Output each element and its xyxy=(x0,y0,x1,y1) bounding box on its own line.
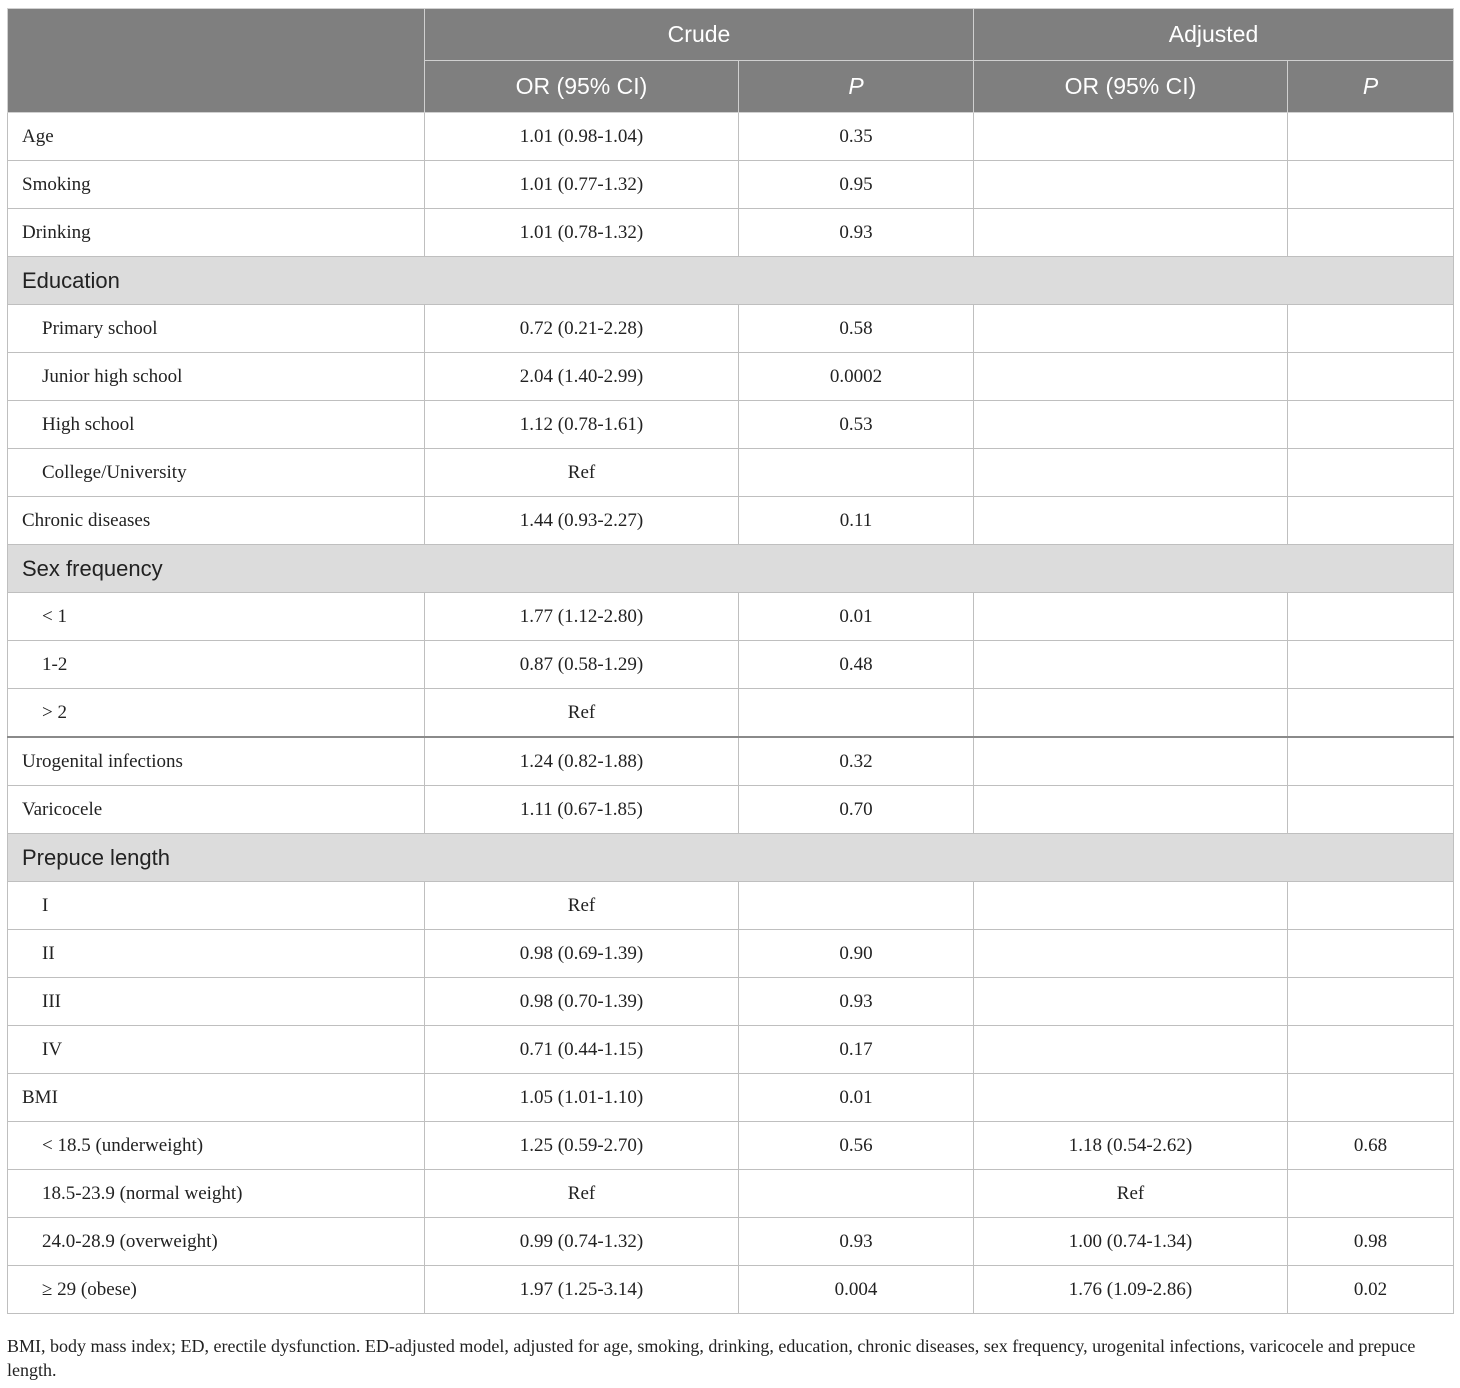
adjusted-p-cell xyxy=(1288,593,1454,641)
crude-p-cell xyxy=(739,1170,974,1218)
header-crude-p: P xyxy=(739,61,974,113)
crude-or-cell: Ref xyxy=(425,449,739,497)
section-label: Education xyxy=(8,257,1454,305)
adjusted-or-cell xyxy=(974,401,1288,449)
header-adjusted: Adjusted xyxy=(974,9,1454,61)
adjusted-or-cell xyxy=(974,1074,1288,1122)
adjusted-p-cell xyxy=(1288,305,1454,353)
row-label: IV xyxy=(8,1026,425,1074)
table-row xyxy=(8,641,1454,689)
adjusted-p-cell: 0.68 xyxy=(1288,1122,1454,1170)
row-label: < 1 xyxy=(8,593,425,641)
adjusted-p-cell xyxy=(1288,449,1454,497)
header-adjusted-or: OR (95% CI) xyxy=(974,61,1288,113)
table-row xyxy=(8,689,1454,738)
table-row xyxy=(8,401,1454,449)
row-label: Chronic diseases xyxy=(8,497,425,545)
adjusted-p-cell: 0.02 xyxy=(1288,1266,1454,1314)
crude-or-cell: 1.97 (1.25-3.14) xyxy=(425,1266,739,1314)
adjusted-p-cell xyxy=(1288,978,1454,1026)
crude-or-cell: 1.01 (0.77-1.32) xyxy=(425,161,739,209)
crude-p-cell: 0.95 xyxy=(739,161,974,209)
crude-or-cell: 1.77 (1.12-2.80) xyxy=(425,593,739,641)
table-row xyxy=(8,1170,1454,1218)
odds-ratio-table xyxy=(7,8,1454,1314)
row-label: Drinking xyxy=(8,209,425,257)
adjusted-p-cell xyxy=(1288,1170,1454,1218)
table-row xyxy=(8,930,1454,978)
adjusted-p-cell xyxy=(1288,209,1454,257)
crude-p-cell: 0.58 xyxy=(739,305,974,353)
row-label: Smoking xyxy=(8,161,425,209)
crude-or-cell: 0.99 (0.74-1.32) xyxy=(425,1218,739,1266)
row-label: College/University xyxy=(8,449,425,497)
crude-or-cell: 1.01 (0.78-1.32) xyxy=(425,209,739,257)
header-crude-or: OR (95% CI) xyxy=(425,61,739,113)
adjusted-p-cell xyxy=(1288,1026,1454,1074)
crude-p-cell: 0.32 xyxy=(739,737,974,786)
adjusted-or-cell xyxy=(974,930,1288,978)
row-label: Urogenital infections xyxy=(8,737,425,786)
section-label: Sex frequency xyxy=(8,545,1454,593)
adjusted-p-cell xyxy=(1288,401,1454,449)
crude-p-cell: 0.53 xyxy=(739,401,974,449)
table-row xyxy=(8,353,1454,401)
table-row xyxy=(8,209,1454,257)
table-body xyxy=(8,113,1454,1314)
crude-or-cell: 0.98 (0.70-1.39) xyxy=(425,978,739,1026)
adjusted-or-cell: 1.18 (0.54-2.62) xyxy=(974,1122,1288,1170)
section-row xyxy=(8,834,1454,882)
adjusted-or-cell xyxy=(974,209,1288,257)
crude-or-cell: 0.98 (0.69-1.39) xyxy=(425,930,739,978)
row-label: Primary school xyxy=(8,305,425,353)
crude-or-cell: Ref xyxy=(425,689,739,738)
crude-p-cell: 0.01 xyxy=(739,1074,974,1122)
adjusted-or-cell xyxy=(974,882,1288,930)
table-row xyxy=(8,593,1454,641)
crude-p-cell: 0.93 xyxy=(739,1218,974,1266)
adjusted-p-cell xyxy=(1288,737,1454,786)
crude-p-cell: 0.0002 xyxy=(739,353,974,401)
table-footnote: BMI, body mass index; ED, erectile dysfunction. ED-adjusted model, adjusted for age, smoking, drinking, education, chronic diseases, sex frequency, urogenital infections, varicocele and prepuce length. xyxy=(7,1336,1416,1380)
crude-p-cell: 0.70 xyxy=(739,786,974,834)
table-row xyxy=(8,1218,1454,1266)
crude-p-cell: 0.48 xyxy=(739,641,974,689)
row-label: ≥ 29 (obese) xyxy=(8,1266,425,1314)
crude-or-cell: 0.87 (0.58-1.29) xyxy=(425,641,739,689)
adjusted-or-cell xyxy=(974,1026,1288,1074)
crude-p-cell: 0.01 xyxy=(739,593,974,641)
crude-p-cell xyxy=(739,689,974,738)
adjusted-or-cell xyxy=(974,786,1288,834)
table-row xyxy=(8,786,1454,834)
crude-or-cell: 1.25 (0.59-2.70) xyxy=(425,1122,739,1170)
crude-or-cell: 0.71 (0.44-1.15) xyxy=(425,1026,739,1074)
adjusted-p-cell xyxy=(1288,1074,1454,1122)
crude-or-cell: 1.01 (0.98-1.04) xyxy=(425,113,739,161)
adjusted-or-cell: 1.00 (0.74-1.34) xyxy=(974,1218,1288,1266)
section-row xyxy=(8,545,1454,593)
crude-p-cell xyxy=(739,882,974,930)
adjusted-p-cell xyxy=(1288,641,1454,689)
crude-or-cell: 0.72 (0.21-2.28) xyxy=(425,305,739,353)
adjusted-p-cell xyxy=(1288,930,1454,978)
table-row xyxy=(8,497,1454,545)
crude-p-cell xyxy=(739,449,974,497)
crude-or-cell: Ref xyxy=(425,882,739,930)
row-label: High school xyxy=(8,401,425,449)
adjusted-or-cell xyxy=(974,353,1288,401)
table-row xyxy=(8,978,1454,1026)
adjusted-p-cell xyxy=(1288,786,1454,834)
section-row xyxy=(8,257,1454,305)
adjusted-or-cell xyxy=(974,737,1288,786)
adjusted-p-cell xyxy=(1288,689,1454,738)
table-row xyxy=(8,113,1454,161)
table-row xyxy=(8,1122,1454,1170)
adjusted-p-cell xyxy=(1288,882,1454,930)
crude-p-cell: 0.17 xyxy=(739,1026,974,1074)
adjusted-p-cell xyxy=(1288,497,1454,545)
crude-p-cell: 0.004 xyxy=(739,1266,974,1314)
crude-or-cell: 1.44 (0.93-2.27) xyxy=(425,497,739,545)
crude-or-cell: 1.11 (0.67-1.85) xyxy=(425,786,739,834)
crude-or-cell: 1.05 (1.01-1.10) xyxy=(425,1074,739,1122)
adjusted-or-cell xyxy=(974,978,1288,1026)
adjusted-or-cell xyxy=(974,161,1288,209)
row-label: Junior high school xyxy=(8,353,425,401)
crude-p-cell: 0.93 xyxy=(739,978,974,1026)
adjusted-p-cell: 0.98 xyxy=(1288,1218,1454,1266)
adjusted-or-cell xyxy=(974,449,1288,497)
row-label: 18.5-23.9 (normal weight) xyxy=(8,1170,425,1218)
adjusted-p-cell xyxy=(1288,353,1454,401)
table-header xyxy=(8,9,1454,113)
row-label: > 2 xyxy=(8,689,425,738)
crude-p-cell: 0.35 xyxy=(739,113,974,161)
section-label: Prepuce length xyxy=(8,834,1454,882)
row-label: I xyxy=(8,882,425,930)
header-crude: Crude xyxy=(425,9,974,61)
adjusted-or-cell xyxy=(974,593,1288,641)
row-label: < 18.5 (underweight) xyxy=(8,1122,425,1170)
table-row xyxy=(8,1074,1454,1122)
results-table-container xyxy=(7,8,1453,1314)
adjusted-p-cell xyxy=(1288,113,1454,161)
table-row xyxy=(8,449,1454,497)
crude-or-cell: 1.24 (0.82-1.88) xyxy=(425,737,739,786)
adjusted-or-cell: 1.76 (1.09-2.86) xyxy=(974,1266,1288,1314)
table-row xyxy=(8,305,1454,353)
adjusted-or-cell xyxy=(974,689,1288,738)
crude-or-cell: 2.04 (1.40-2.99) xyxy=(425,353,739,401)
adjusted-or-cell: Ref xyxy=(974,1170,1288,1218)
row-label: 1-2 xyxy=(8,641,425,689)
row-label: Varicocele xyxy=(8,786,425,834)
table-row xyxy=(8,882,1454,930)
header-adjusted-p: P xyxy=(1288,61,1454,113)
row-label: 24.0-28.9 (overweight) xyxy=(8,1218,425,1266)
row-label: BMI xyxy=(8,1074,425,1122)
crude-p-cell: 0.56 xyxy=(739,1122,974,1170)
crude-or-cell: Ref xyxy=(425,1170,739,1218)
table-row xyxy=(8,737,1454,786)
adjusted-or-cell xyxy=(974,497,1288,545)
row-label: III xyxy=(8,978,425,1026)
adjusted-or-cell xyxy=(974,113,1288,161)
crude-or-cell: 1.12 (0.78-1.61) xyxy=(425,401,739,449)
table-row xyxy=(8,1026,1454,1074)
header-blank-cell xyxy=(8,9,425,113)
adjusted-or-cell xyxy=(974,305,1288,353)
crude-p-cell: 0.11 xyxy=(739,497,974,545)
table-row xyxy=(8,1266,1454,1314)
crude-p-cell: 0.93 xyxy=(739,209,974,257)
adjusted-p-cell xyxy=(1288,161,1454,209)
table-row xyxy=(8,161,1454,209)
row-label: II xyxy=(8,930,425,978)
crude-p-cell: 0.90 xyxy=(739,930,974,978)
adjusted-or-cell xyxy=(974,641,1288,689)
row-label: Age xyxy=(8,113,425,161)
